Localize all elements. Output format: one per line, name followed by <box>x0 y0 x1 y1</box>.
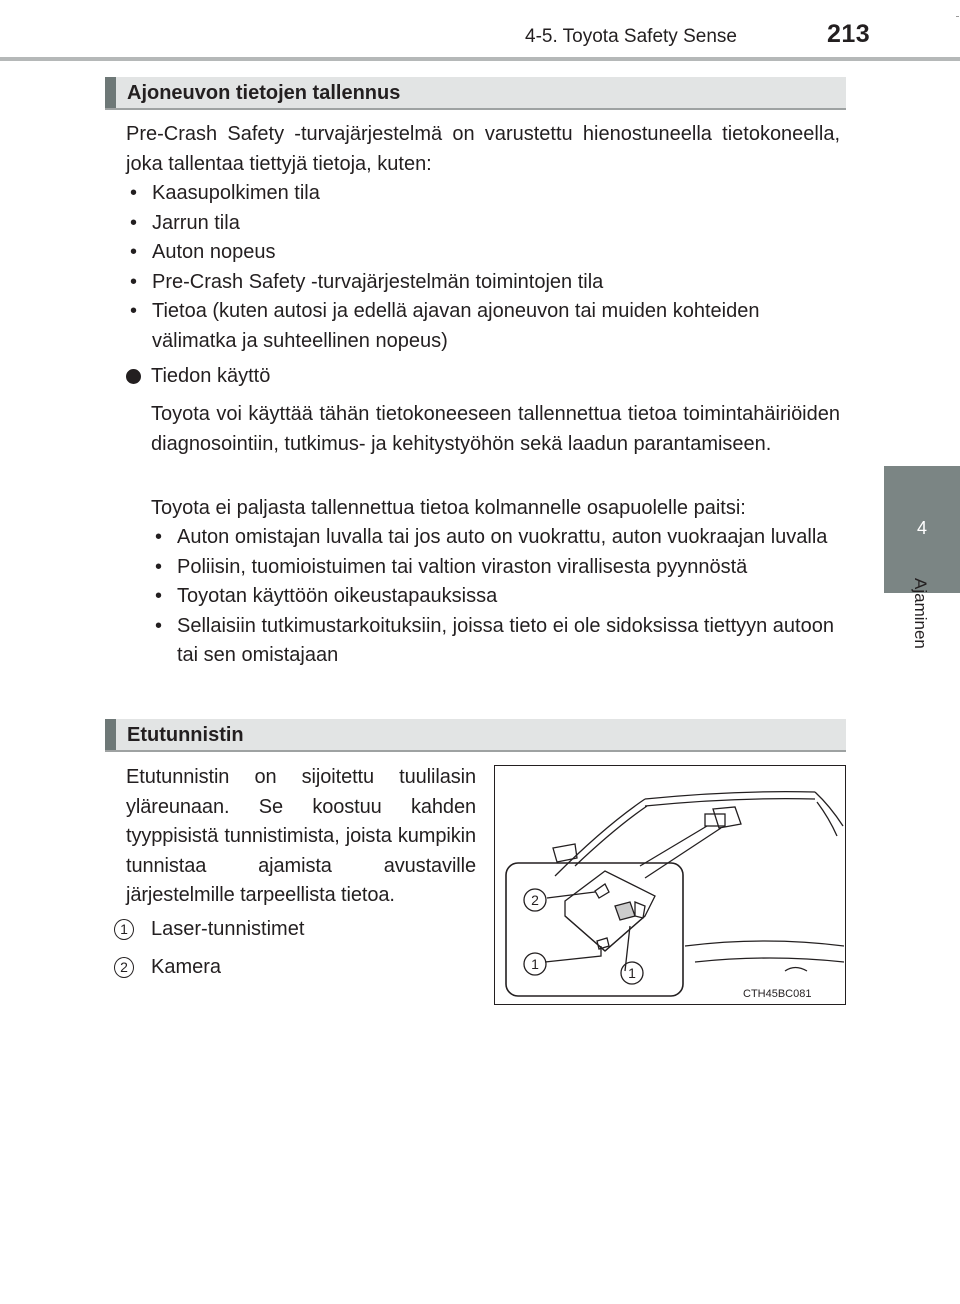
list-item: • Auton omistajan luvalla tai jos auto on vuokrattu, auton vuokraajan luvalla <box>155 526 828 548</box>
chapter-tab <box>884 466 960 593</box>
list-item: • Pre-Crash Safety -turvajärjestelmän toimintojen tila <box>130 270 604 293</box>
header-section-title: 4-5. Toyota Safety Sense <box>525 26 737 47</box>
crop-mark <box>956 16 959 24</box>
list-item: • Tietoa (kuten autosi ja edellä ajavan ajoneuvon tai muiden kohteiden välimatka ja suhteellinen nopeus) <box>130 300 760 352</box>
front-sensor-figure <box>494 765 846 1005</box>
list-item: • Toyotan käyttöön oikeustapauksissa <box>155 585 498 607</box>
list-item: • Poliisin, tuomioistuimen tai valtion viraston virallisesta pyynnöstä <box>155 555 748 578</box>
chapter-label-container <box>908 578 936 678</box>
bullet-disc-icon <box>126 369 141 384</box>
windshield-sensor-illustration-icon <box>495 766 844 1003</box>
disclosure-items-list <box>153 523 840 671</box>
list-item: • Jarrun tila <box>130 211 240 234</box>
list-item: • Kaasupolkimen tila <box>130 182 320 204</box>
disclosure-intro: Toyota ei paljasta tallennettua tietoa kolmannelle osapuolelle paitsi: <box>151 497 746 519</box>
list-item: • Auton nopeus <box>130 241 276 263</box>
number-badge: 1 <box>114 919 134 940</box>
header-rule <box>0 57 960 61</box>
front-sensor-description: Etutunnistin on sijoitettu tuulilasin yläreunaan. Se koostuu kahden tyyppisistä tunnistimista, joista kumpikin tunnistaa ajamista avustaville järjestelmille tarpeellista tietoa. <box>126 766 476 906</box>
section-heading-front-sensor <box>105 719 846 752</box>
figure-callout-laser: 1 <box>628 965 636 981</box>
section-heading-text: Etutunnistin <box>127 724 244 746</box>
section1-intro: Pre-Crash Safety -turvajärjestelmä on varustettu hienostuneella tietokoneella, joka tallentaa tiettyjä tietoja, kuten: <box>126 123 840 175</box>
heading-accent-bar <box>105 77 116 108</box>
figure-callout-laser: 1 <box>531 956 539 972</box>
chapter-label: Ajaminen <box>911 578 930 649</box>
heading-accent-bar <box>105 719 116 750</box>
number-badge: 2 <box>114 957 134 978</box>
figure-code: CTH45BC081 <box>743 988 812 1000</box>
recorded-items-list <box>128 179 840 356</box>
figure-callout-camera: 2 <box>531 892 539 908</box>
list-item: • Sellaisiin tutkimustarkoituksiin, joissa tieto ei ole sidoksissa tiettyyn autoon tai sen omistajaan <box>155 614 834 666</box>
section-heading-data-recording <box>105 77 846 110</box>
chapter-number: 4 <box>916 518 927 538</box>
section-heading-text: Ajoneuvon tietojen tallennus <box>127 82 401 104</box>
page-number: 213 <box>827 20 871 48</box>
usage-text: Toyota voi käyttää tähän tietokoneeseen tallennettua tietoa toimintahäiriöiden diagnosointiin, tutkimus- ja kehitystyöhön sekä laadun parantamiseen. <box>151 403 840 455</box>
